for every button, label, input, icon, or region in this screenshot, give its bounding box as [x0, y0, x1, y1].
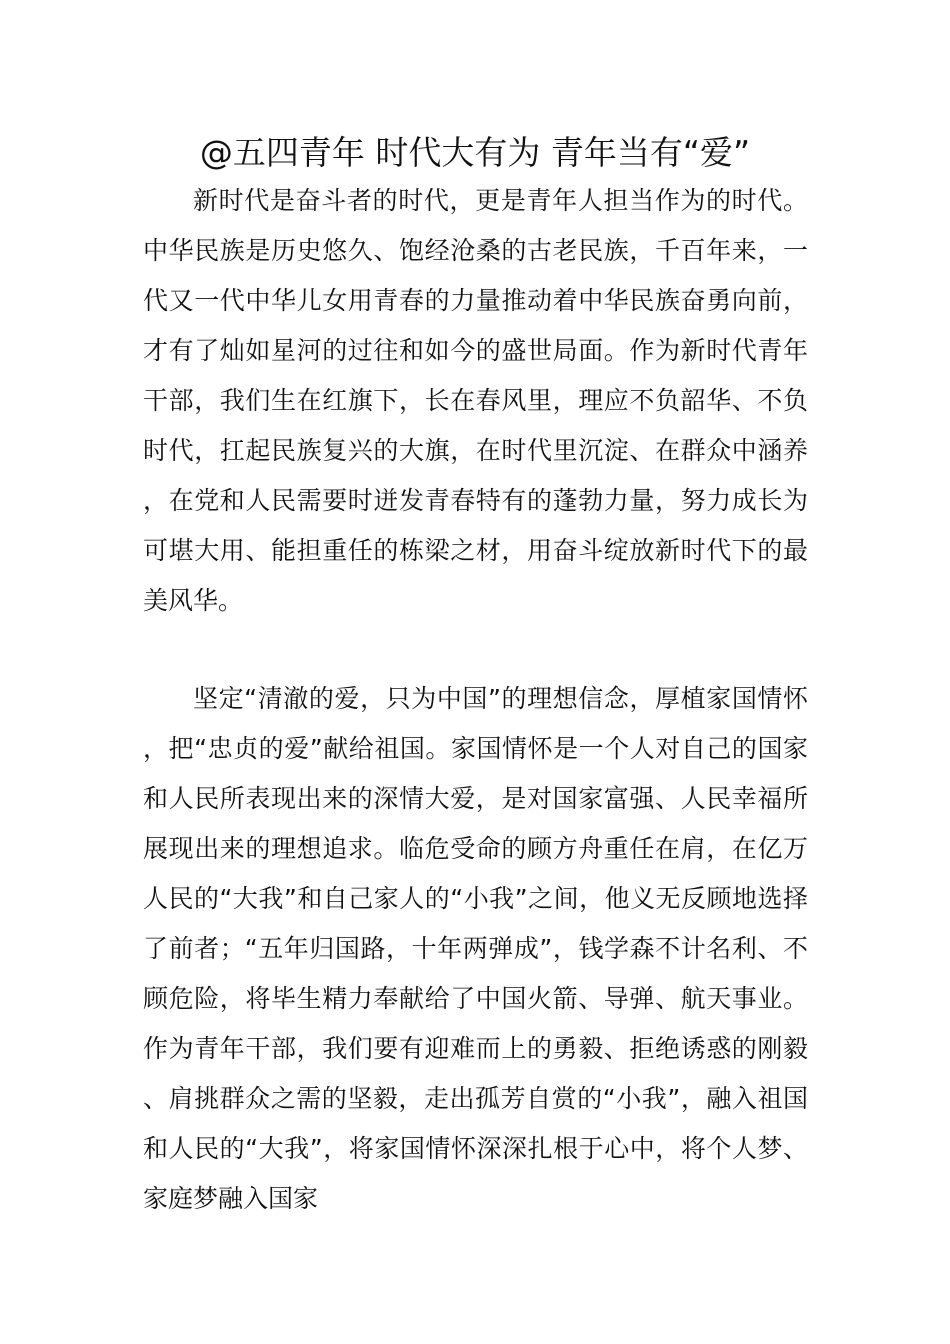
- body-paragraph-1: 新时代是奋斗者的时代，更是青年人担当作为的时代。中华民族是历史悠久、饱经沧桑的古老民族，千百年来，一代又一代中华儿女用青春的力量推动着中华民族奋勇向前，才有了灿如星河的过往和如今的盛世局面。作为新时代青年干部，我们生在红旗下，长在春风里，理应不负韶华、不负时代，扛起民族复兴的大旗，在时代里沉淀、在群众中涵养，在党和人民需要时迸发青春特有的蓬勃力量，努力成长为可堪大用、能担重任的栋梁之材，用奋斗绽放新时代下的最美风华。: [143, 186, 808, 615]
- document-title: @五四青年 时代大有为 青年当有“爱”: [199, 133, 751, 172]
- body-paragraph-2: 坚定“清澈的爱，只为中国”的理想信念，厚植家国情怀，把“忠贞的爱”献给祖国。家国情怀是一个人对自己的国家和人民所表现出来的深情大爱，是对国家富强、人民幸福所展现出来的理想追求。临危受命的顾方舟重任在肩，在亿万人民的“大我”和自己家人的“小我”之间，他义无反顾地选择了前者；“五年归国路，十年两弹成”，钱学森不计名利、不顾危险，将毕生精力奉献给了中国火箭、导弹、航天事业。作为青年干部，我们要有迎难而上的勇毅、拒绝诱惑的刚毅、肩挑群众之需的坚毅，走出孤芳自赏的“小我”，融入祖国和人民的“大我”，将家国情怀深深扎根于心中，将个人梦、家庭梦融入国家: [143, 684, 808, 1213]
